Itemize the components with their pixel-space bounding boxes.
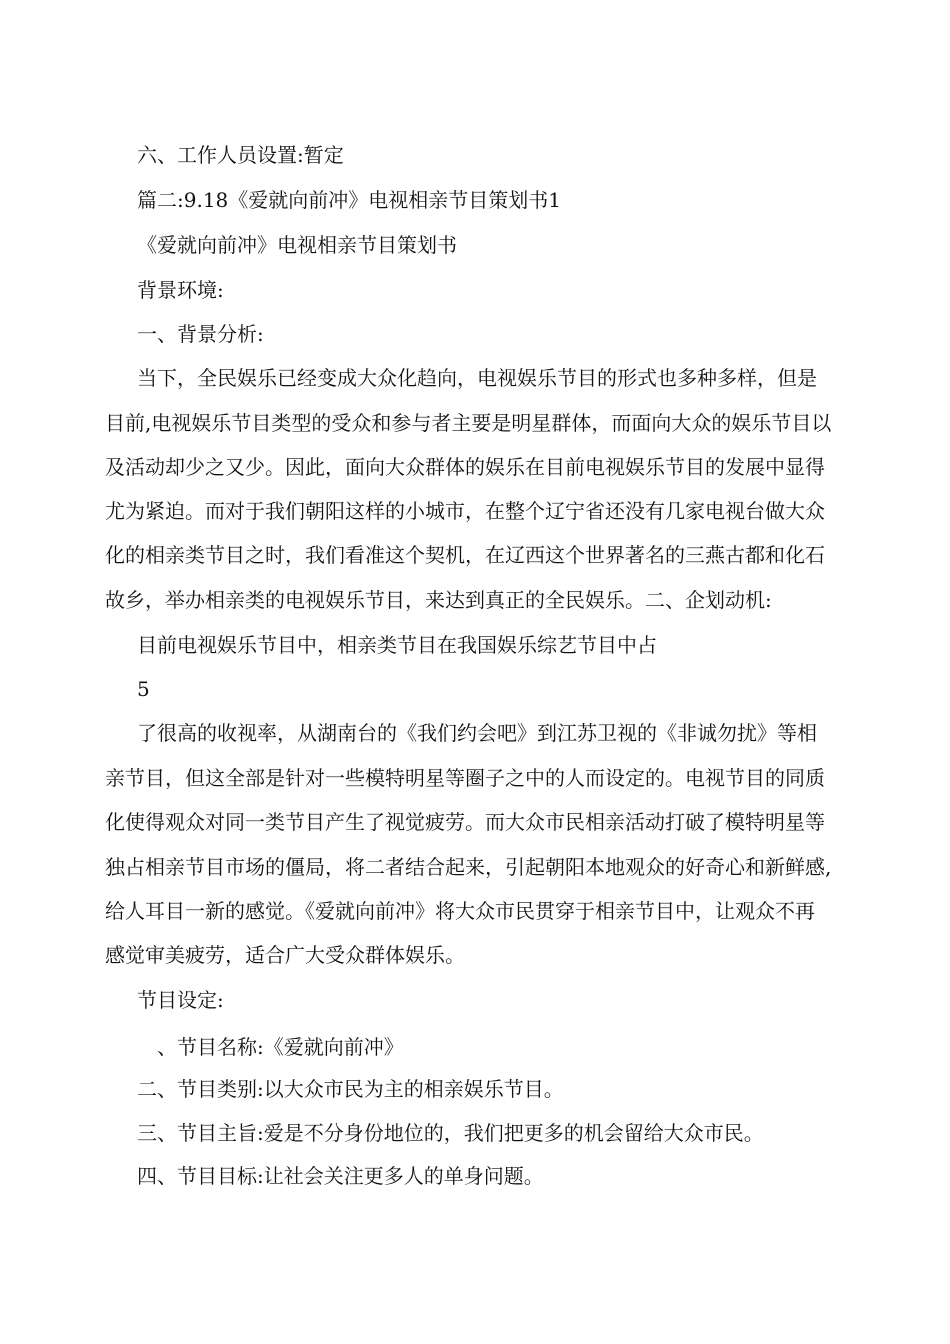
paragraph-line: 独占相亲节目市场的僵局，将二者结合起来，引起朝阳本地观众的好奇心和新鲜感,: [105, 855, 832, 879]
paragraph-line: 化使得观众对同一类节目产生了视觉疲劳。而大众市民相亲活动打破了模特明星等: [105, 810, 825, 834]
paragraph-line: 了很高的收视率，从湖南台的《我们约会吧》到江苏卫视的《非诚勿扰》等相: [137, 721, 817, 745]
paragraph-line: 及活动却少之又少。因此，面向大众群体的娱乐在目前电视娱乐节目的发展中显得: [105, 455, 825, 479]
heading-program-setup: 节目设定:: [137, 988, 224, 1012]
article-title-line: 篇二:9.18《爱就向前冲》电视相亲节目策划书1: [137, 188, 561, 212]
heading-background-analysis: 一、背景分析:: [137, 322, 264, 346]
heading-background: 背景环境:: [137, 278, 224, 302]
paragraph-line: 尤为紧迫。而对于我们朝阳这样的小城市，在整个辽宁省还没有几家电视台做大众: [105, 499, 825, 523]
program-category-line: 二、节目类别:以大众市民为主的相亲娱乐节目。: [137, 1077, 564, 1101]
paragraph-line: 亲节目，但这全部是针对一些模特明星等圈子之中的人而设定的。电视节目的同质: [105, 766, 825, 790]
paragraph-line: 目前电视娱乐节目中，相亲类节目在我国娱乐综艺节目中占: [137, 633, 657, 657]
program-purpose-line: 三、节目主旨:爱是不分身份地位的，我们把更多的机会留给大众市民。: [137, 1121, 764, 1145]
paragraph-line: 当下，全民娱乐已经变成大众化趋向，电视娱乐节目的形式也多种多样，但是: [137, 366, 817, 390]
paragraph-line: 目前,电视娱乐节目类型的受众和参与者主要是明星群体，而面向大众的娱乐节目以: [105, 411, 832, 435]
program-name-line: 、节目名称:《爱就向前冲》: [157, 1035, 404, 1059]
page-number: 5: [137, 677, 150, 701]
paragraph-line: 给人耳目一新的感觉。《爱就向前冲》将大众市民贯穿于相亲节目中，让观众不再: [105, 899, 815, 923]
paragraph-line: 感觉审美疲劳，适合广大受众群体娱乐。: [105, 943, 465, 967]
paragraph-line: 化的相亲类节目之时，我们看准这个契机，在辽西这个世界著名的三燕古都和化石: [105, 543, 825, 567]
paragraph-line: 故乡，举办相亲类的电视娱乐节目，来达到真正的全民娱乐。二、企划动机:: [105, 588, 772, 612]
plan-title: 《爱就向前冲》电视相亲节目策划书: [137, 233, 457, 257]
section-heading-staff: 六、工作人员设置:暂定: [137, 143, 344, 167]
program-goal-line: 四、节目目标:让社会关注更多人的单身问题。: [137, 1164, 544, 1188]
